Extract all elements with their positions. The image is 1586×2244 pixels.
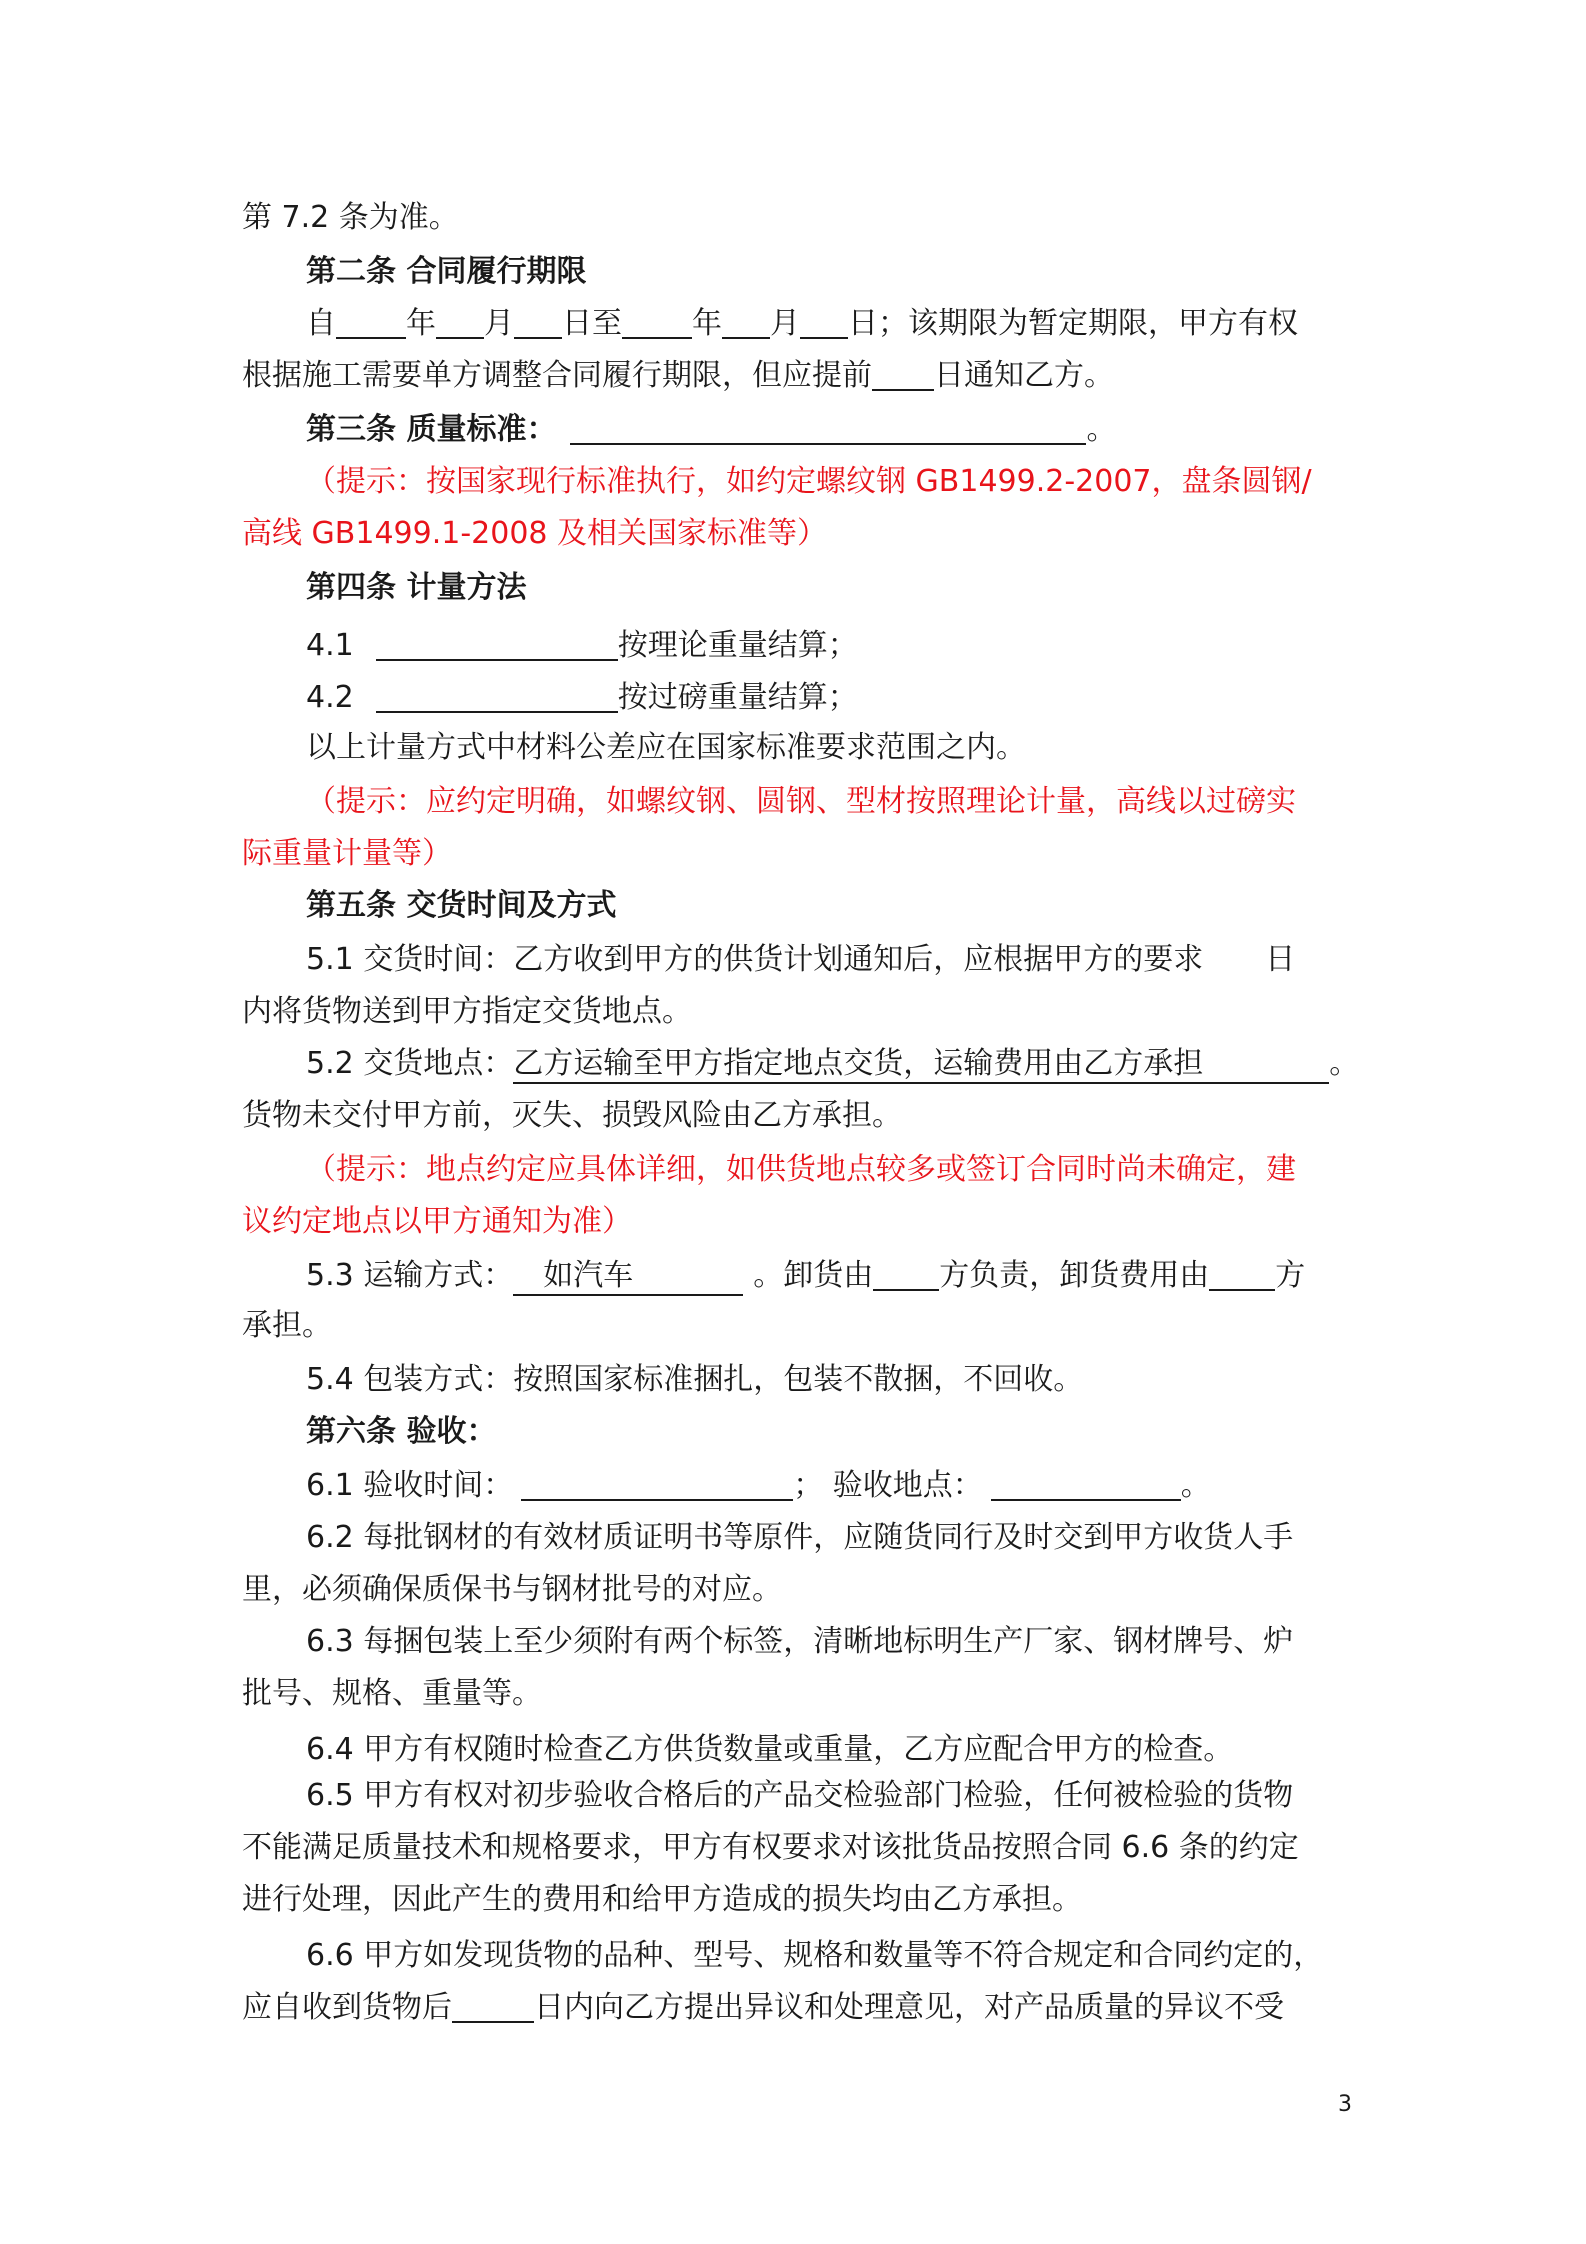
clause-5-4: [306, 1354, 1354, 1406]
text: 按理论重量结算；: [617, 628, 858, 663]
article-4-heading: [306, 562, 1354, 614]
text: 5.4 包装方式：按照国家标准捆扎，包装不散捆，不回收。: [306, 1362, 1084, 1397]
filled-text: 如汽车: [543, 1258, 634, 1293]
text-line: [242, 192, 1354, 244]
fill-blank[interactable]: [521, 1465, 793, 1501]
fill-blank[interactable]: [873, 1255, 939, 1291]
text: 。: [1329, 1046, 1360, 1081]
hint-text: （提示：地点约定应具体详细，如供货地点较多或签订合同时尚未确定，建: [306, 1152, 1296, 1187]
hint-line: [306, 456, 1354, 508]
article-2-heading: [306, 246, 1354, 298]
article-6-heading: [306, 1406, 1354, 1458]
text: 货物未交付甲方前，灭失、损毁风险由乙方承担。: [242, 1098, 902, 1133]
text: 承担。: [242, 1308, 332, 1343]
text: 自: [306, 306, 336, 341]
text: 6.2 每批钢材的有效材质证明书等原件，应随货同行及时交到甲方收货人手: [306, 1520, 1294, 1555]
hint-text: （提示：应约定明确，如螺纹钢、圆钢、型材按照理论计量，高线以过磅实: [306, 784, 1296, 819]
text: 进行处理，因此产生的费用和给甲方造成的损失均由乙方承担。: [242, 1882, 1082, 1917]
delivery-place-fill[interactable]: [513, 1046, 1329, 1084]
text: 5.2 交货地点：: [306, 1046, 514, 1081]
text: 6.1 验收时间：: [306, 1468, 514, 1503]
fill-blank[interactable]: [1209, 1255, 1275, 1291]
hint-line: [306, 1144, 1354, 1196]
text-line: [242, 1668, 1354, 1720]
text: 以上计量方式中材料公差应在国家标准要求范围之内。: [306, 730, 1026, 765]
clause-6-5: [306, 1770, 1354, 1822]
clause-6-4: [306, 1724, 1354, 1776]
hint-text: 际重量计量等）: [242, 836, 452, 871]
fill-blank[interactable]: [376, 677, 618, 713]
text: 日至: [562, 306, 622, 341]
text: 。卸货由: [753, 1258, 874, 1293]
article-3-heading: [306, 404, 1354, 456]
text-line: [242, 1874, 1354, 1926]
heading-text: 第二条 合同履行期限: [306, 254, 587, 289]
clause-6-6: [306, 1930, 1354, 1982]
text-line: [242, 1564, 1354, 1616]
text-line: [242, 1982, 1354, 2034]
text-line: [242, 986, 1354, 1038]
fill-blank[interactable]: [722, 303, 770, 339]
hint-text: 议约定地点以甲方通知为准）: [242, 1204, 632, 1239]
clause-4-1: [306, 620, 1354, 672]
heading-text: 第六条 验收：: [306, 1414, 497, 1449]
clause-6-2: [306, 1512, 1354, 1564]
fill-blank[interactable]: [376, 625, 618, 661]
fill-blank[interactable]: [622, 303, 692, 339]
filled-text: 乙方运输至甲方指定地点交货，运输费用由乙方承担: [513, 1046, 1204, 1081]
heading-text: 第三条 质量标准：: [306, 412, 557, 447]
fill-blank[interactable]: [800, 303, 848, 339]
clause-5-3: [306, 1250, 1354, 1302]
clause-5-1: [306, 934, 1354, 986]
text-line: [242, 1822, 1354, 1874]
text: 6.3 每捆包装上至少须附有两个标签，清晰地标明生产厂家、钢材牌号、炉: [306, 1624, 1294, 1659]
text: 方负责，卸货费用由: [939, 1258, 1210, 1293]
clause-6-3: [306, 1616, 1354, 1668]
text: 6.6 甲方如发现货物的品种、型号、规格和数量等不符合规定和合同约定的，: [306, 1938, 1324, 1973]
text: 。: [1086, 412, 1117, 447]
fill-blank[interactable]: [514, 303, 562, 339]
clause-6-1: [306, 1460, 1354, 1512]
clause-number: 4.2: [306, 680, 354, 715]
text: 5.1 交货时间：乙方收到甲方的供货计划通知后，应根据甲方的要求: [306, 942, 1204, 977]
text: 月: [484, 306, 514, 341]
hint-text: 高线 GB1499.1-2008 及相关国家标准等）: [242, 516, 828, 551]
fill-blank[interactable]: [452, 1987, 534, 2023]
text: 应自收到货物后: [242, 1990, 452, 2025]
text: 按过磅重量结算；: [617, 680, 858, 715]
fill-blank[interactable]: [336, 303, 406, 339]
transport-mode-fill[interactable]: [513, 1258, 743, 1296]
hint-line: [306, 776, 1354, 828]
text: 年: [692, 306, 722, 341]
text: 内将货物送到甲方指定交货地点。: [242, 994, 692, 1029]
text: 6.5 甲方有权对初步验收合格后的产品交检验部门检验，任何被检验的货物: [306, 1778, 1294, 1813]
fill-blank[interactable]: [436, 303, 484, 339]
hint-line: [242, 508, 1354, 560]
text-line: [242, 1300, 1354, 1352]
text-line: [242, 350, 1354, 402]
text: ； 验收地点：: [793, 1468, 983, 1503]
text: 日；该期限为暂定期限，甲方有权: [848, 306, 1298, 341]
text: 批号、规格、重量等。: [242, 1676, 542, 1711]
text: 。: [1180, 1468, 1211, 1503]
fill-blank[interactable]: [570, 409, 1086, 445]
text: 日通知乙方。: [934, 358, 1114, 393]
term-period-line: [306, 298, 1354, 350]
text: 不能满足质量技术和规格要求，甲方有权要求对该批货品按照合同 6.6 条的约定: [242, 1830, 1299, 1865]
clause-continuation: 第 7.2 条为准。: [242, 200, 459, 235]
hint-line: [242, 1196, 1354, 1248]
clause-5-2: [306, 1038, 1360, 1090]
hint-line: [242, 828, 1354, 880]
text: 6.4 甲方有权随时检查乙方供货数量或重量，乙方应配合甲方的检查。: [306, 1732, 1234, 1767]
text: 月: [770, 306, 800, 341]
fill-blank[interactable]: [991, 1465, 1181, 1501]
heading-text: 第四条 计量方法: [306, 570, 527, 605]
text: 根据施工需要单方调整合同履行期限，但应提前: [242, 358, 872, 393]
clause-4-2: [306, 672, 1354, 724]
page-number: 3: [1338, 2092, 1352, 2117]
heading-text: 第五条 交货时间及方式: [306, 888, 617, 923]
text: 年: [406, 306, 436, 341]
hint-text: （提示：按国家现行标准执行，如约定螺纹钢 GB1499.2-2007，盘条圆钢/: [306, 464, 1312, 499]
text-line: [306, 722, 1354, 774]
text: 5.3 运输方式：: [306, 1258, 514, 1293]
text: 日内向乙方提出异议和处理意见，对产品质量的异议不受: [534, 1990, 1284, 2025]
article-5-heading: [306, 880, 1354, 932]
text-line: [242, 1090, 1354, 1142]
fill-blank[interactable]: [872, 355, 934, 391]
text: 方: [1275, 1258, 1306, 1293]
clause-number: 4.1: [306, 628, 354, 663]
text: 里，必须确保质保书与钢材批号的对应。: [242, 1572, 782, 1607]
text: 日: [1265, 942, 1296, 977]
